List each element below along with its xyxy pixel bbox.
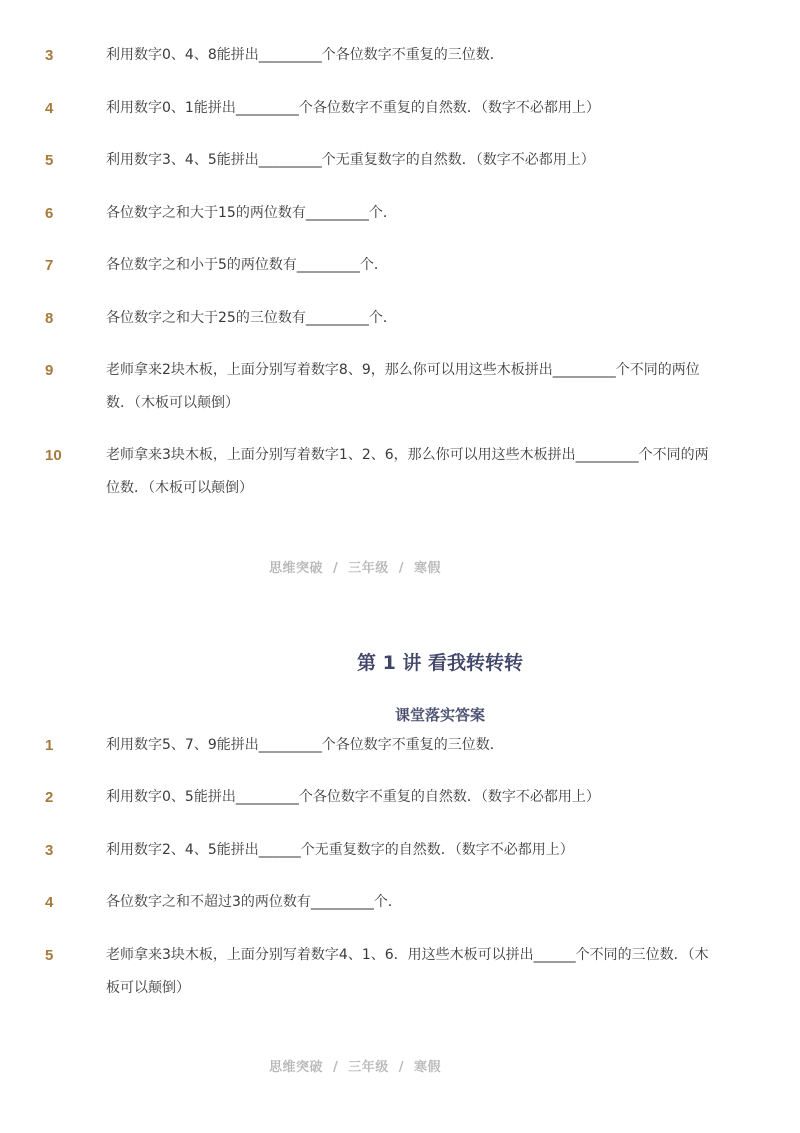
problem-text: 老师拿来3块木板，上面分别写着数字4、1、6．用这些木板可以拼出______个不同的三位数．（木板可以颠倒）: [106, 947, 709, 996]
page-footer: [269, 1056, 441, 1075]
problem-number: 10: [45, 447, 62, 464]
problem-text: 各位数字之和小于5的两位数有_________个．: [106, 257, 388, 273]
problem-text: 各位数字之和不超过3的两位数有_________个．: [106, 894, 402, 910]
problem-number: 2: [45, 789, 54, 806]
problem-text: 各位数字之和大于25的三位数有_________个．: [106, 310, 397, 326]
lecture-title: 第 1 讲 看我转转转: [356, 652, 524, 674]
section-title: 课堂落实答案: [394, 706, 485, 724]
footer-separator: /: [398, 561, 405, 576]
problem-text: 利用数字5、7、9能拼出_________个各位数字不重复的三位数．: [106, 737, 504, 753]
footer-grade: 三年级: [348, 561, 389, 576]
problem-number: 3: [45, 842, 54, 859]
footer-term: 寒假: [414, 1060, 442, 1075]
problem-text: 各位数字之和大于15的两位数有_________个．: [106, 205, 397, 221]
problem-number: 5: [45, 152, 54, 169]
footer-separator: /: [398, 1060, 405, 1075]
problem-text: 老师拿来3块木板，上面分别写着数字1、2、6，那么你可以用这些木板拼出_________个不同的两位数．（木板可以颠倒）: [106, 447, 709, 496]
problem-text: 利用数字0、5能拼出_________个各位数字不重复的自然数．（数字不必都用上）: [106, 789, 600, 805]
problem-number: 4: [45, 894, 54, 911]
footer-grade: 三年级: [348, 1060, 389, 1075]
problem-number: 8: [45, 310, 54, 327]
problem-text: 利用数字2、4、5能拼出______个无重复数字的自然数．（数字不必都用上）: [106, 842, 574, 858]
problem-number: 5: [45, 947, 54, 964]
footer-separator: /: [333, 561, 339, 576]
page-footer: [269, 557, 441, 576]
footer-series: 思维突破: [269, 561, 324, 576]
problem-number: 9: [45, 362, 54, 379]
footer-separator: /: [333, 1060, 339, 1075]
problem-number: 4: [45, 100, 54, 117]
footer-series: 思维突破: [269, 1060, 324, 1075]
problem-number: 1: [45, 737, 54, 754]
problem-text: 老师拿来2块木板，上面分别写着数字8、9，那么你可以用这些木板拼出_________个不同的两位数．（木板可以颠倒）: [106, 362, 700, 411]
problem-text: 利用数字0、4、8能拼出_________个各位数字不重复的三位数．: [106, 47, 504, 63]
problem-number: 3: [45, 47, 54, 64]
problem-number: 7: [45, 257, 54, 274]
problem-text: 利用数字0、1能拼出_________个各位数字不重复的自然数．（数字不必都用上）: [106, 100, 600, 116]
problem-number: 6: [45, 205, 54, 222]
problem-text: 利用数字3、4、5能拼出_________个无重复数字的自然数．（数字不必都用上）: [106, 152, 595, 168]
footer-term: 寒假: [414, 561, 442, 576]
